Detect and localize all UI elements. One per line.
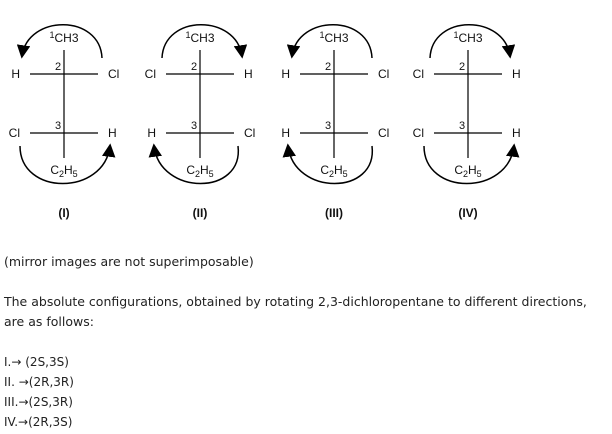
- c3-right-substituent: H: [512, 126, 521, 140]
- configuration-explanation: The absolute configurations, obtained by rotating 2,3-dichloropentane to different directions, are as follows:: [4, 294, 587, 329]
- c3-left-substituent: H: [281, 126, 290, 140]
- arrow-icon: →: [18, 415, 29, 429]
- configuration-list: [4, 352, 74, 432]
- c3-left-substituent: Cl: [8, 126, 20, 140]
- carbon-2-number: 2: [324, 61, 332, 73]
- top-group-label: $^1$CH3: [49, 30, 79, 45]
- c2-right-substituent: Cl: [108, 67, 120, 81]
- configuration-value: (2R,3S): [28, 415, 73, 429]
- c3-right-substituent: Cl: [378, 126, 390, 140]
- c3-left-substituent: Cl: [412, 126, 424, 140]
- carbon-3-number: 3: [54, 120, 62, 132]
- fischer-projection: [145, 25, 256, 220]
- c2-right-substituent: Cl: [378, 67, 390, 81]
- carbon-2-number: 2: [458, 61, 466, 73]
- bottom-group-label: $C_2H_5$: [454, 163, 482, 179]
- c2-right-substituent: H: [512, 67, 521, 81]
- structure-label: (III): [325, 206, 343, 220]
- top-group-label: $^1$CH3: [319, 30, 349, 45]
- configuration-value: (2S,3S): [25, 355, 69, 369]
- fischer-projection: [281, 25, 389, 220]
- arrow-icon: →: [18, 375, 29, 389]
- carbon-3-number: 3: [190, 120, 198, 132]
- structure-label: (II): [192, 206, 208, 220]
- roman-numeral: I.: [4, 355, 12, 369]
- carbon-2-number: 2: [190, 61, 198, 73]
- roman-numeral: II.: [4, 375, 15, 389]
- bottom-group-label: $C_2H_5$: [320, 163, 348, 179]
- configuration-item: [4, 412, 74, 432]
- arrow-icon: →: [11, 355, 22, 369]
- configuration-item: [4, 392, 74, 412]
- c3-right-substituent: H: [108, 126, 117, 140]
- c3-left-substituent: H: [147, 126, 156, 140]
- structure-label: (IV): [458, 206, 478, 220]
- carbon-2-number: 2: [54, 61, 62, 73]
- c3-right-substituent: Cl: [244, 126, 256, 140]
- arrow-icon: →: [18, 395, 29, 409]
- c2-left-substituent: H: [11, 67, 20, 81]
- top-group-label: $^1$CH3: [185, 30, 215, 45]
- mirror-image-note: (mirror images are not superimposable): [4, 254, 254, 269]
- roman-numeral: IV.: [4, 415, 19, 429]
- configuration-item: [4, 372, 74, 392]
- c2-right-substituent: H: [244, 67, 253, 81]
- fischer-projection: [413, 25, 521, 220]
- bottom-group-label: $C_2H_5$: [50, 163, 78, 179]
- c2-left-substituent: Cl: [144, 67, 156, 81]
- configuration-item: [4, 352, 74, 372]
- configuration-value: (2S,3R): [28, 395, 73, 409]
- fischer-projection: [9, 25, 120, 220]
- carbon-3-number: 3: [458, 120, 466, 132]
- c2-left-substituent: Cl: [412, 67, 424, 81]
- bottom-group-label: $C_2H_5$: [186, 163, 214, 179]
- carbon-3-number: 3: [324, 120, 332, 132]
- roman-numeral: III.: [4, 395, 19, 409]
- structure-label: (I): [58, 206, 70, 220]
- configuration-value: (2R,3R): [28, 375, 74, 389]
- top-group-label: $^1$CH3: [453, 30, 483, 45]
- c2-left-substituent: H: [281, 67, 290, 81]
